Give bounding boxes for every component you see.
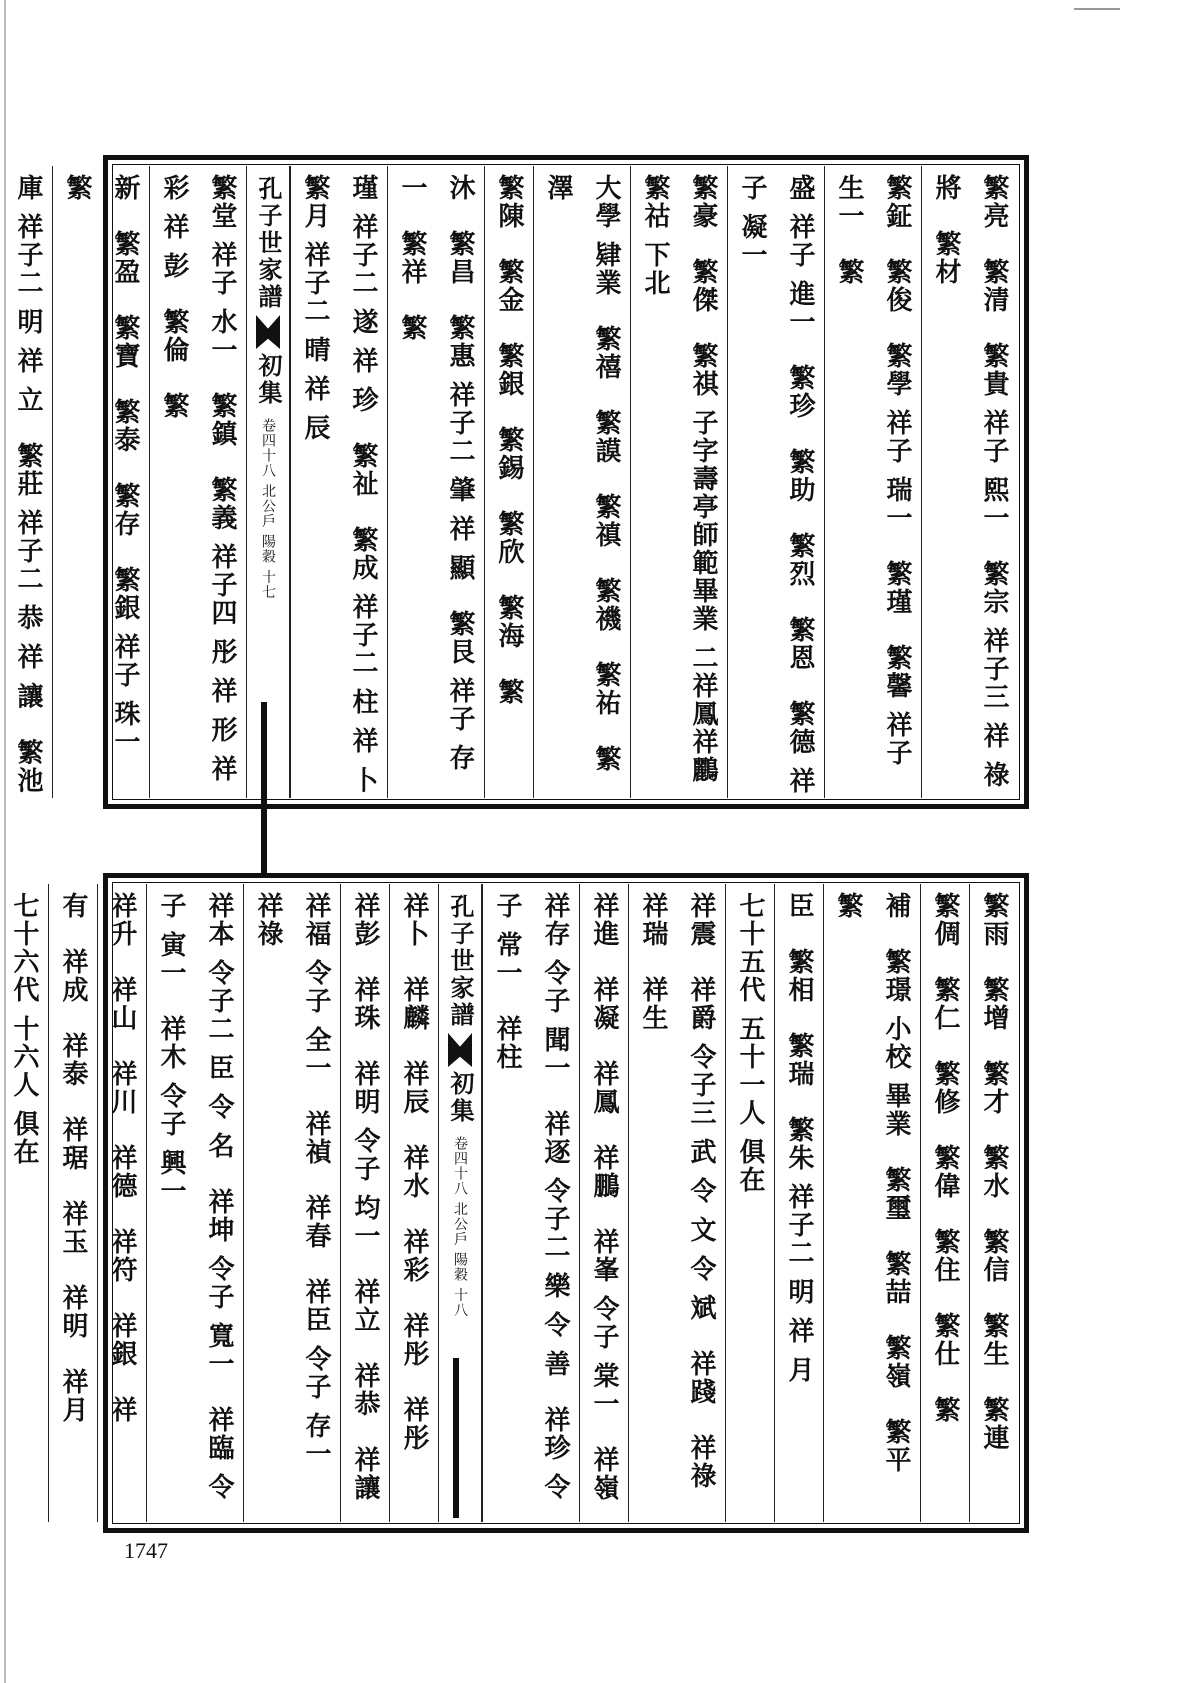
genealogy-column: 瑾 祥子二 遂 祥 珍 繁祉 繁成 祥子二 柱 祥 卜 繁月 祥子二 晴 祥 辰: [290, 166, 387, 798]
genealogy-column: 祥存 令子 聞一 祥逐 令子二 樂 令 善 祥珍 令子 常一 祥柱: [482, 884, 579, 1522]
genealogy-column: 大學 肄業 繁禧 繁謨 繁禛 繁禨 繁祐 繁澤: [533, 166, 630, 798]
genealogy-column: 繁雨 繁增 繁才 繁水 繁信 繁生 繁連: [969, 884, 1018, 1522]
genealogy-column: 祥彭 祥珠 祥明 令子 均一 祥立 祥恭 祥讓: [340, 884, 389, 1522]
scan-corner-mark: [1074, 8, 1120, 10]
genealogy-column: 臣 繁相 繁瑞 繁朱 祥子二 明 祥 月: [774, 884, 823, 1522]
genealogy-sheet-bottom: [9, 873, 1029, 1533]
spine-bar: [453, 1358, 459, 1518]
column-group-top: [13, 166, 1018, 823]
genealogy-column: 繁堂 祥子 水一 繁鎮 繁義 祥子四 彤 祥 形 祥 彩 祥 彭 繁倫 繁: [149, 166, 246, 798]
genealogy-column: 沐 繁昌 繁惠 祥子二 肇 祥 顯 繁艮 祥子 存一 繁祥 繁: [387, 166, 484, 798]
book-spine-center: [438, 884, 482, 1522]
generation-heading: 七十六代 十六人 俱在: [0, 884, 48, 1522]
spine-title: 孔子世家譜: [254, 176, 283, 311]
spine-info: 卷四十八 北公戶 陽穀 十七: [260, 418, 276, 600]
spine-bar: [261, 702, 267, 882]
genealogy-column: 祥震 祥爵 令子三 武 令 文 令 斌 祥踐 祥祿 祥瑞 祥生: [628, 884, 725, 1522]
genealogy-column: 新 繁盈 繁寶 繁泰 繁存 繁銀 祥子 珠一 繁: [52, 166, 149, 798]
genealogy-column: 祥進 祥凝 祥鳳 祥鵬 祥峯 令子 棠一 祥嶺: [579, 884, 628, 1522]
spine-title: 孔子世家譜: [446, 894, 475, 1029]
generation-heading: 七十五代 五十一人 俱在: [725, 884, 774, 1522]
genealogy-column: 祥升 祥山 祥川 祥德 祥符 祥銀 祥: [97, 884, 146, 1522]
fish-tail-mark-icon: [448, 1033, 472, 1067]
genealogy-column: 祥福 令子 全一 祥禎 祥春 祥臣 令子 存一 祥祿: [243, 884, 340, 1522]
genealogy-column: 繁倜 繁仁 繁修 繁偉 繁住 繁仕 繁: [920, 884, 969, 1522]
genealogy-column: 繁亮 繁清 繁貴 祥子 熙一 繁宗 祥子三 祥 祿 將 繁材: [921, 166, 1018, 798]
fish-tail-mark-icon: [256, 315, 280, 349]
spine-volume: 初集: [254, 353, 283, 407]
genealogy-sheet-top: [13, 155, 1029, 823]
genealogy-column: 繁陳 繁金 繁銀 繁錫 繁欣 繁海 繁: [484, 166, 533, 798]
genealogy-column: 繁鉦 繁俊 繁學 祥子 瑞一 繁瑾 繁馨 祥子 生一 繁: [824, 166, 921, 798]
genealogy-column: 庫 祥子二 明 祥 立 繁莊 祥子二 恭 祥 讓 繁池: [0, 166, 52, 798]
column-group-bottom: [9, 884, 1018, 1522]
genealogy-column: 有 祥成 祥泰 祥琚 祥玉 祥明 祥月: [48, 884, 97, 1522]
book-spine-center: [246, 166, 290, 798]
page-number: 1747: [124, 1538, 168, 1563]
genealogy-column: 盛 祥子 進一 繁珍 繁助 繁烈 繁恩 繁德 祥子 凝一: [727, 166, 824, 798]
spine-info: 卷四十八 北公戶 陽穀 十八: [452, 1136, 468, 1318]
genealogy-column: 補 繁璟 小校 畢業 繁璽 繁喆 繁嶺 繁平 繁: [823, 884, 920, 1522]
genealogy-column: 祥卜 祥麟 祥辰 祥水 祥彩 祥彤 祥彤: [389, 884, 438, 1522]
spine-volume: 初集: [446, 1071, 475, 1125]
genealogy-column: 繁豪 繁傑 繁祺 子字壽亭師範畢業 二祥鳳祥鸝 繁祜 下北: [630, 166, 727, 798]
genealogy-column: 祥本 令子二 臣 令 名 祥坤 令子 寬一 祥臨 令子 寅一 祥木 令子 興一: [146, 884, 243, 1522]
